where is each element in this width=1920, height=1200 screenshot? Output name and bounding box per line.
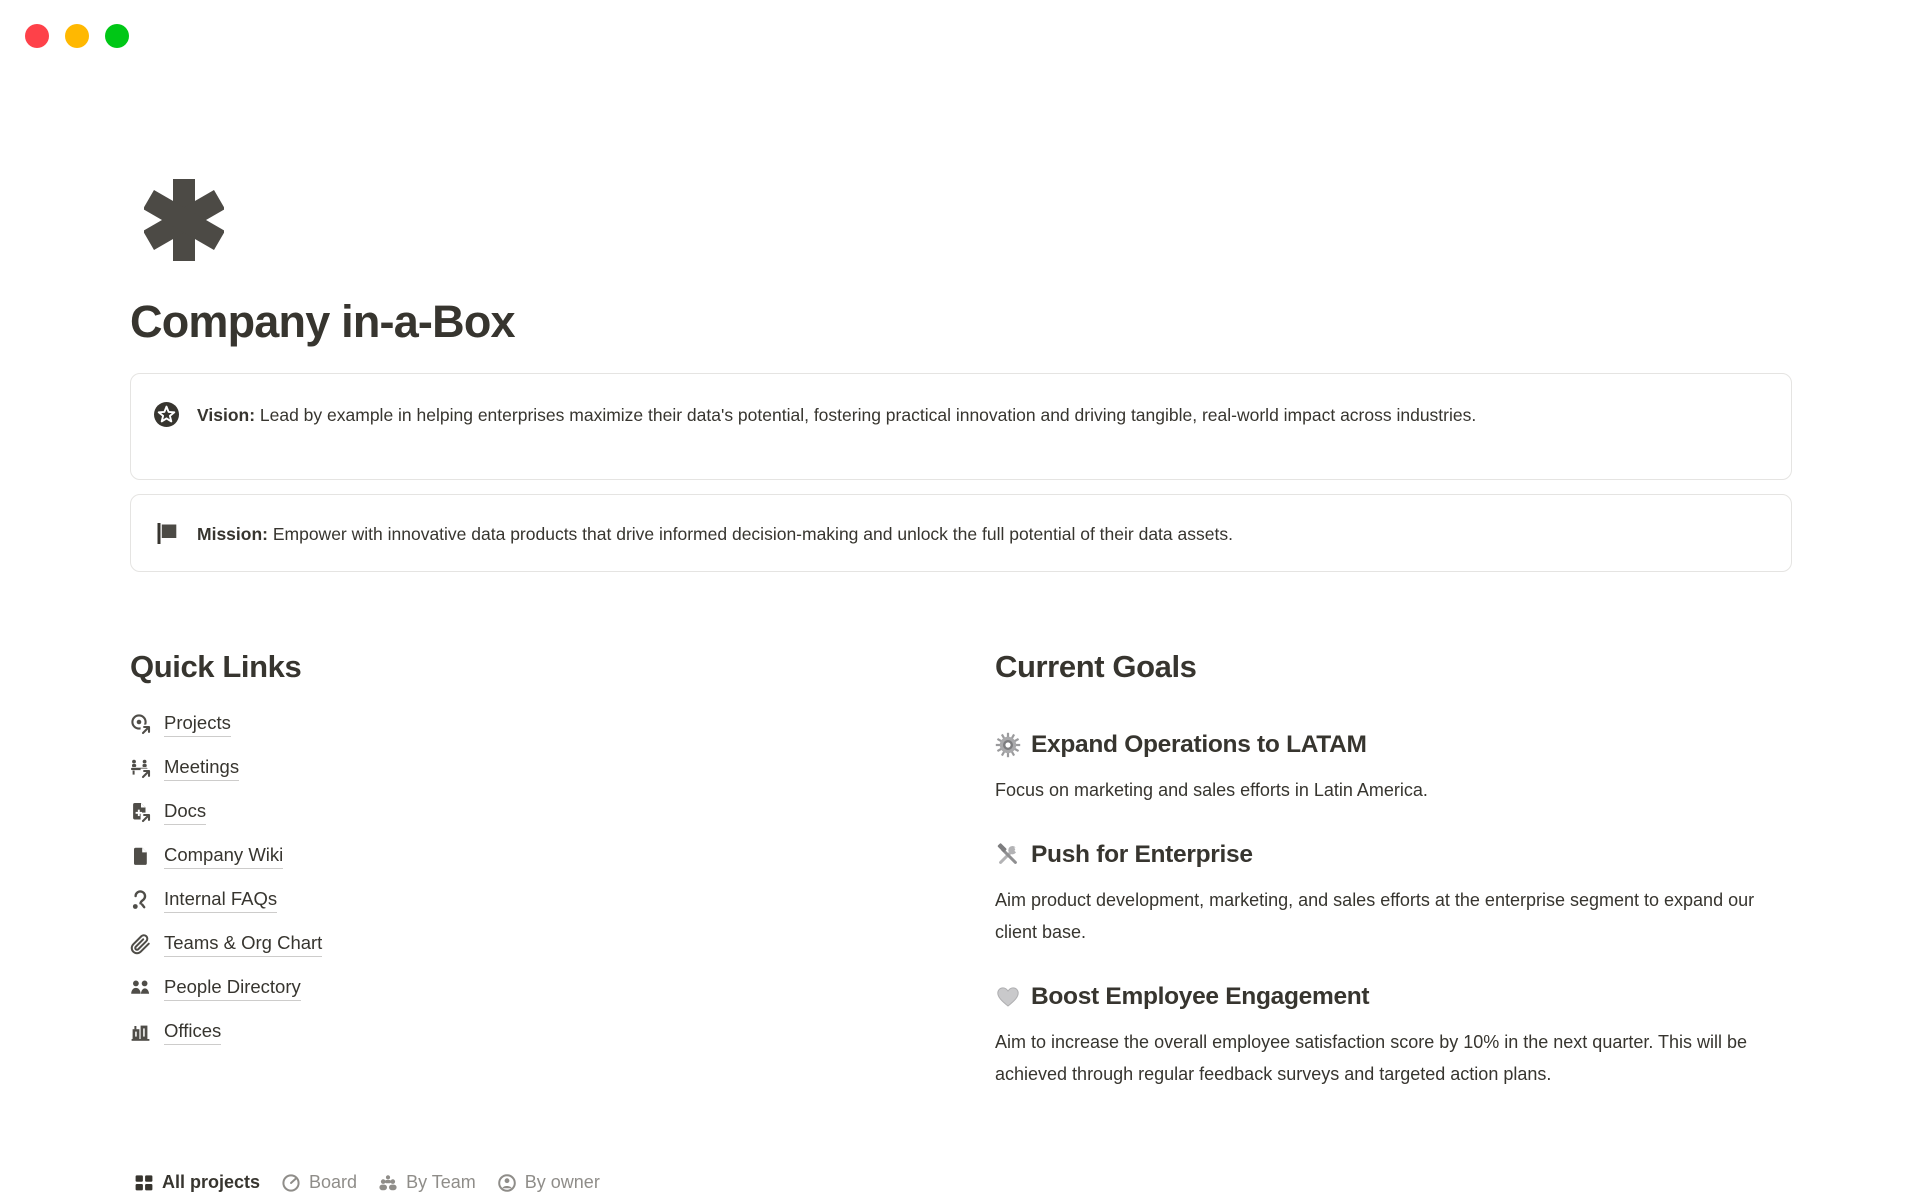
goal-title: Expand Operations to LATAM (1031, 731, 1367, 758)
owner-icon (497, 1173, 517, 1193)
vision-body: Lead by example in helping enterprises maximize their data's potential, fostering practical innovation and driving tangible, real-world impact across industries. (255, 405, 1477, 425)
link-projects[interactable] (130, 702, 985, 746)
link-people-directory[interactable] (130, 966, 985, 1010)
page-title: Company in-a-Box (130, 296, 515, 347)
mission-text (197, 518, 1233, 550)
gear-emoji-icon (995, 732, 1021, 758)
goal-title-row (995, 730, 1795, 760)
goal-push-enterprise (995, 840, 1795, 948)
goal-description: Aim to increase the overall employee satisfaction score by 10% in the next quarter. This will be achieved through regular feedback surveys and targeted action plans. (995, 1032, 1748, 1084)
doc-add-link-icon (130, 802, 151, 823)
link-label: People Directory (164, 975, 301, 1001)
vision-label: Vision: (197, 405, 256, 425)
goal-description: Aim product development, marketing, and sales efforts at the enterprise segment to expand our client base. (995, 890, 1755, 942)
current-goals-section (995, 648, 1795, 1090)
minimize-window-button[interactable] (65, 24, 89, 48)
question-person-icon (130, 890, 151, 911)
star-circle-icon (153, 401, 180, 428)
quick-links-section (130, 648, 985, 1054)
tab-label: By Team (406, 1172, 476, 1192)
link-label: Company Wiki (164, 843, 283, 869)
link-teams-org-chart[interactable] (130, 922, 985, 966)
quick-links-list (130, 702, 985, 1054)
white-heart-emoji-icon (995, 984, 1021, 1010)
tab-all-projects[interactable] (134, 1172, 260, 1193)
link-docs[interactable] (130, 790, 985, 834)
board-icon (281, 1173, 301, 1193)
link-label: Docs (164, 799, 206, 825)
goal-expand-latam (995, 730, 1795, 806)
target-link-icon (130, 714, 151, 735)
link-company-wiki[interactable] (130, 834, 985, 878)
link-meetings[interactable] (130, 746, 985, 790)
link-label: Offices (164, 1019, 221, 1045)
tab-by-owner[interactable] (497, 1172, 600, 1193)
team-icon (378, 1173, 398, 1193)
vision-callout (130, 373, 1792, 480)
tab-label: All projects (162, 1172, 261, 1192)
grid-icon (134, 1173, 154, 1193)
tab-label: By owner (524, 1172, 600, 1192)
view-tab-bar (134, 1172, 600, 1193)
tab-by-team[interactable] (378, 1172, 476, 1193)
quick-links-heading: Quick Links (130, 649, 302, 684)
people-icon (130, 978, 151, 999)
current-goals-heading: Current Goals (995, 649, 1197, 684)
mission-body: Empower with innovative data products that drive informed decision-making and unlock the full potential of their data assets. (267, 524, 1233, 544)
goal-boost-engagement (995, 982, 1795, 1090)
hammer-wrench-emoji-icon (995, 842, 1021, 868)
goal-description: Focus on marketing and sales efforts in Latin America. (995, 780, 1428, 800)
link-label: Teams & Org Chart (164, 931, 322, 957)
window-controls (25, 24, 129, 48)
tab-board[interactable] (281, 1172, 357, 1193)
close-window-button[interactable] (25, 24, 49, 48)
vision-text (197, 399, 1476, 456)
flag-icon (153, 520, 180, 547)
goal-title: Boost Employee Engagement (1031, 983, 1370, 1010)
goal-title: Push for Enterprise (1031, 841, 1253, 868)
asterisk-logo-icon[interactable] (144, 179, 224, 261)
page-icon (130, 846, 151, 867)
link-label: Internal FAQs (164, 887, 277, 913)
link-label: Meetings (164, 755, 239, 781)
goal-title-row (995, 982, 1795, 1012)
zoom-window-button[interactable] (105, 24, 129, 48)
tab-label: Board (309, 1172, 358, 1192)
link-offices[interactable] (130, 1010, 985, 1054)
link-internal-faqs[interactable] (130, 878, 985, 922)
mission-callout (130, 494, 1792, 572)
meeting-link-icon (130, 758, 151, 779)
mission-label: Mission: (197, 524, 268, 544)
goal-title-row (995, 840, 1795, 870)
paperclip-icon (130, 934, 151, 955)
building-icon (130, 1022, 151, 1043)
link-label: Projects (164, 711, 231, 737)
